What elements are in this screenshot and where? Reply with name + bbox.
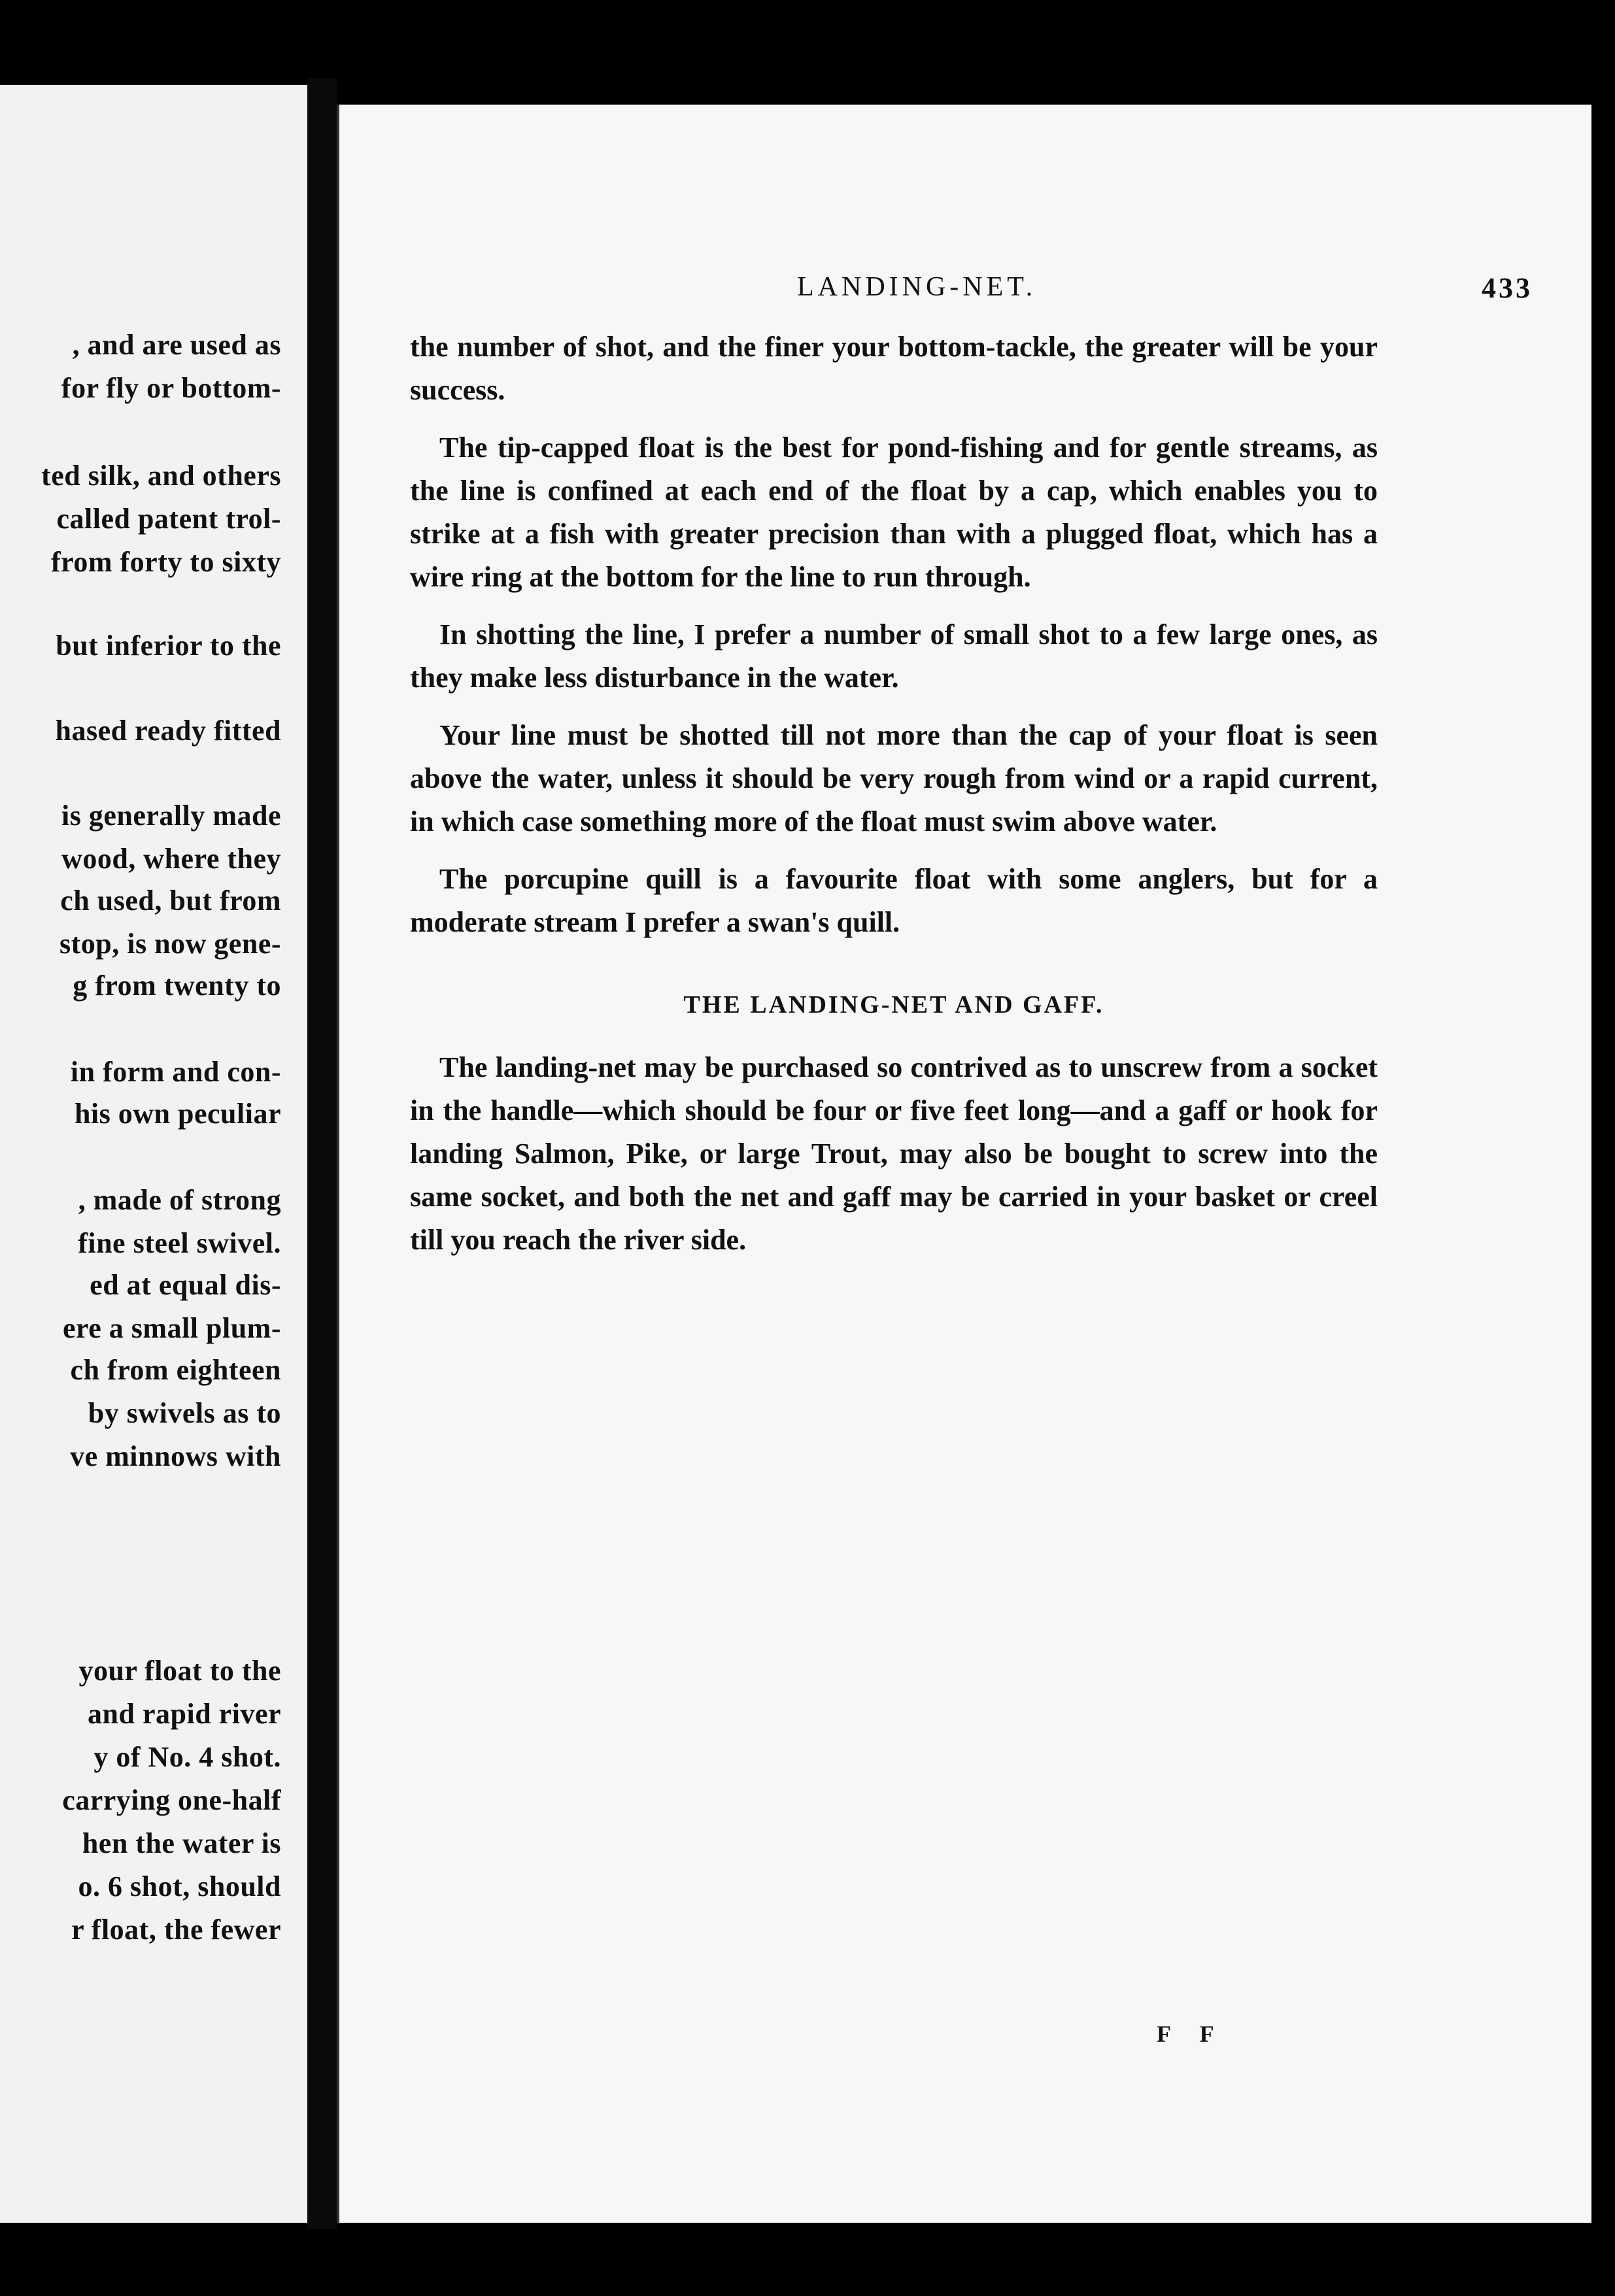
page-header — [339, 271, 1591, 311]
paragraph: The tip-capped float is the best for pond-fishing and for gentle streams, as the line is confined at each end of the float by a cap, which enables you to strike at a fish with greater precision than with a plugged float, which has a wire ring at the bottom for the line to run through. — [410, 431, 1378, 593]
left-line: ve minnows with — [70, 1440, 281, 1472]
left-line: wood, where they — [61, 843, 281, 875]
left-line: his own peculiar — [74, 1098, 281, 1130]
section-heading: THE LANDING-NET AND GAFF. — [683, 991, 1104, 1019]
body-text — [410, 326, 1378, 1276]
left-line: for fly or bottom- — [61, 372, 281, 404]
left-line: hen the water is — [82, 1827, 281, 1859]
left-line: your float to the — [78, 1655, 281, 1687]
paragraph: Your line must be shotted till not more than the cap of your float is seen above the water, unless it should be very rough from wind or a rapid current, in which case something more of the float must swim above water. — [410, 719, 1378, 837]
left-line: ted silk, and others — [41, 460, 281, 492]
book-gutter — [307, 78, 337, 2229]
paragraph: In shotting the line, I prefer a number of small shot to a few large ones, as they make less disturbance in the water. — [410, 618, 1378, 694]
left-line: is generally made — [61, 800, 281, 832]
left-line: r float, the fewer — [71, 1914, 281, 1946]
running-head: LANDING-NET. — [797, 272, 1037, 302]
left-line: ere a small plum- — [63, 1312, 281, 1344]
left-line: fine steel swivel. — [78, 1227, 281, 1259]
paragraph: the number of shot, and the finer your bottom-tackle, the greater will be your success. — [410, 331, 1378, 406]
left-line: ed at equal dis- — [90, 1269, 281, 1301]
left-line: o. 6 shot, should — [78, 1870, 281, 1902]
left-line: carrying one-half — [62, 1784, 281, 1816]
paragraph: The landing-net may be purchased so contrived as to unscrew from a socket in the handle—which should be four or five feet long—and a gaff or hook for landing Salmon, Pike, or large Trout, may also be bought to screw into the same socket, and both the net and gaff may be carried in your basket or creel till you reach the river side. — [410, 1051, 1378, 1256]
left-line: and rapid river — [88, 1698, 281, 1730]
left-line: by swivels as to — [88, 1397, 281, 1429]
page-number: 433 — [1482, 272, 1533, 304]
left-line: y of No. 4 shot. — [94, 1741, 281, 1773]
left-line: , and are used as — [72, 329, 281, 361]
left-line: stop, is now gene- — [59, 928, 281, 960]
left-page — [0, 85, 307, 2223]
left-line: g from twenty to — [73, 970, 281, 1002]
left-line: hased ready fitted — [55, 715, 281, 747]
paragraph: The porcupine quill is a favourite float with some anglers, but for a moderate stream I prefer a swan's quill. — [410, 863, 1378, 938]
left-line: , made of strong — [78, 1184, 281, 1216]
left-line: ch used, but from — [60, 885, 281, 917]
left-line: but inferior to the — [56, 630, 281, 662]
left-line: in form and con- — [70, 1056, 281, 1088]
left-line: from forty to sixty — [50, 546, 281, 578]
left-line: called patent trol- — [56, 503, 281, 535]
right-page — [337, 105, 1591, 2223]
signature-mark: F F — [1157, 2021, 1226, 2047]
left-line: ch from eighteen — [70, 1354, 281, 1386]
